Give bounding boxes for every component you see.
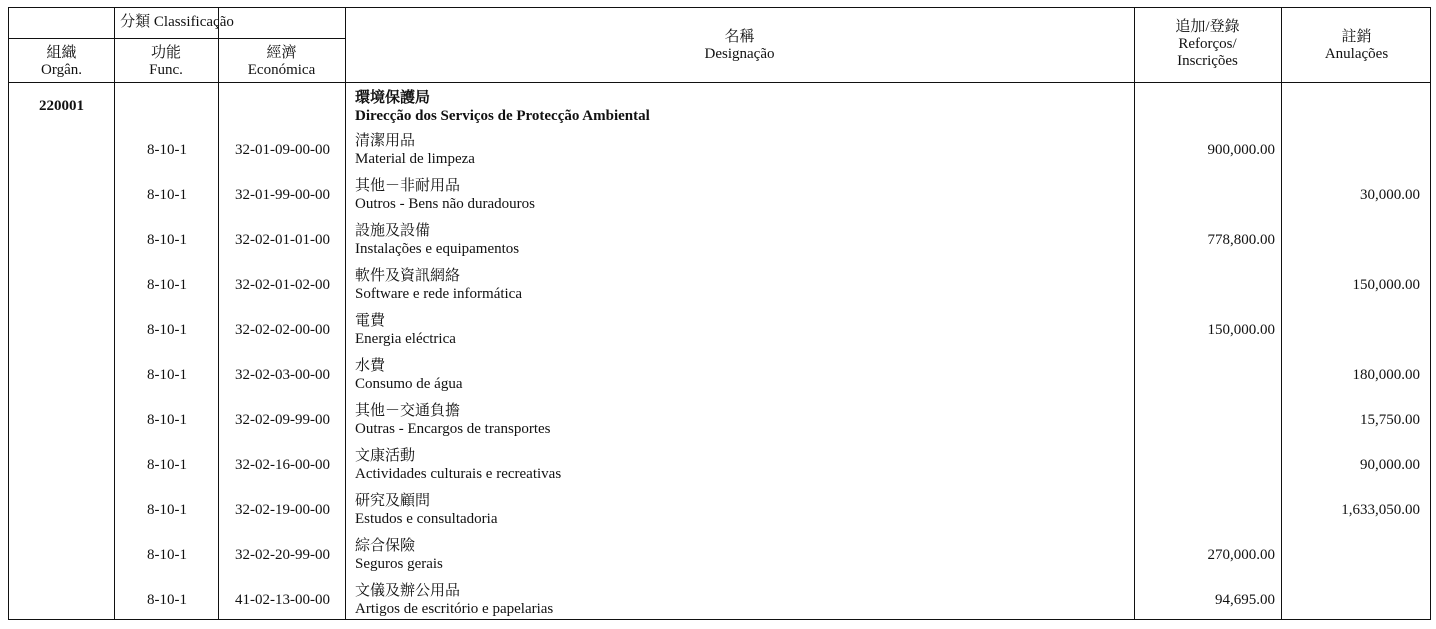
func-code: 8-10-1: [147, 322, 187, 338]
econ-header: 經濟 Económica: [247, 45, 316, 78]
func-code: 8-10-1: [147, 457, 187, 473]
anulacao-value: 90,000.00: [1360, 457, 1420, 473]
budget-table: [8, 7, 1431, 620]
anulacao-value: 1,633,050.00: [1341, 502, 1420, 518]
designation: 設施及設備 Instalações e equipamentos: [355, 223, 520, 257]
econ-code: 32-02-01-02-00: [235, 277, 330, 293]
func-code: 8-10-1: [147, 277, 187, 293]
anulacao-value: 30,000.00: [1360, 187, 1420, 203]
designation: 電費 Energia eléctrica: [355, 313, 456, 347]
econ-code: 32-02-16-00-00: [235, 457, 330, 473]
table-row: [9, 356, 1430, 401]
econ-code: 32-01-99-00-00: [235, 187, 330, 203]
designation: 水費 Consumo de água: [355, 358, 463, 392]
econ-code: 32-02-19-00-00: [235, 502, 330, 518]
reforco-value: 94,695.00: [1215, 592, 1275, 608]
table-row: [9, 131, 1430, 176]
anulacao-value: 150,000.00: [1352, 277, 1420, 293]
table-row: [9, 536, 1430, 581]
designation: 文康活動 Actividades culturais e recreativas: [355, 448, 562, 482]
anulacao-value: 15,750.00: [1360, 412, 1420, 428]
designation: 清潔用品 Material de limpeza: [355, 133, 475, 167]
econ-code: 32-02-09-99-00: [235, 412, 330, 428]
reforco-value: 150,000.00: [1207, 322, 1275, 338]
organ-code: 220001: [39, 98, 84, 114]
econ-code: 41-02-13-00-00: [235, 592, 330, 608]
func-code: 8-10-1: [147, 547, 187, 563]
designation: 其他－交通負擔 Outras - Encargos de transportes: [355, 403, 551, 437]
econ-code: 32-02-02-00-00: [235, 322, 330, 338]
table-row: [9, 401, 1430, 446]
func-code: 8-10-1: [147, 142, 187, 158]
divider: [9, 82, 1430, 83]
anulacoes-header: 註銷 Anulações: [1324, 29, 1389, 62]
econ-code: 32-02-20-99-00: [235, 547, 330, 563]
anulacao-value: 180,000.00: [1352, 367, 1420, 383]
table-row: [9, 581, 1430, 626]
organ-header: 組織 Orgân.: [41, 45, 82, 78]
func-code: 8-10-1: [147, 592, 187, 608]
table-row: [9, 446, 1430, 491]
econ-code: 32-02-03-00-00: [235, 367, 330, 383]
table-row: [9, 311, 1430, 356]
designation: 研究及顧問 Estudos e consultadoria: [355, 493, 498, 527]
designation: 其他－非耐用品 Outros - Bens não duradouros: [355, 178, 535, 212]
designation: 軟件及資訊網絡 Software e rede informática: [355, 268, 522, 302]
table-row: [9, 266, 1430, 311]
econ-code: 32-01-09-00-00: [235, 142, 330, 158]
designation: 綜合保險 Seguros gerais: [355, 538, 443, 572]
table-row: [9, 221, 1430, 266]
econ-code: 32-02-01-01-00: [235, 232, 330, 248]
classification-header: 分類 Classificação: [120, 14, 234, 30]
designation-header: 名稱 Designação: [704, 29, 775, 62]
table-row: [9, 176, 1430, 221]
reforcos-header: 追加/登錄 Reforços/ Inscrições: [1175, 19, 1240, 69]
func-code: 8-10-1: [147, 412, 187, 428]
func-code: 8-10-1: [147, 367, 187, 383]
table-row: [9, 491, 1430, 536]
organ-row: [9, 88, 1430, 133]
func-code: 8-10-1: [147, 187, 187, 203]
reforco-value: 270,000.00: [1207, 547, 1275, 563]
divider: [9, 38, 345, 39]
func-code: 8-10-1: [147, 502, 187, 518]
reforco-value: 778,800.00: [1207, 232, 1275, 248]
organ-name: 環境保護局 Direcção dos Serviços de Protecção Ambiental: [355, 90, 650, 124]
designation: 文儀及辦公用品 Artigos de escritório e papelarias: [355, 583, 554, 617]
func-header: 功能 Func.: [149, 45, 183, 78]
reforco-value: 900,000.00: [1207, 142, 1275, 158]
func-code: 8-10-1: [147, 232, 187, 248]
